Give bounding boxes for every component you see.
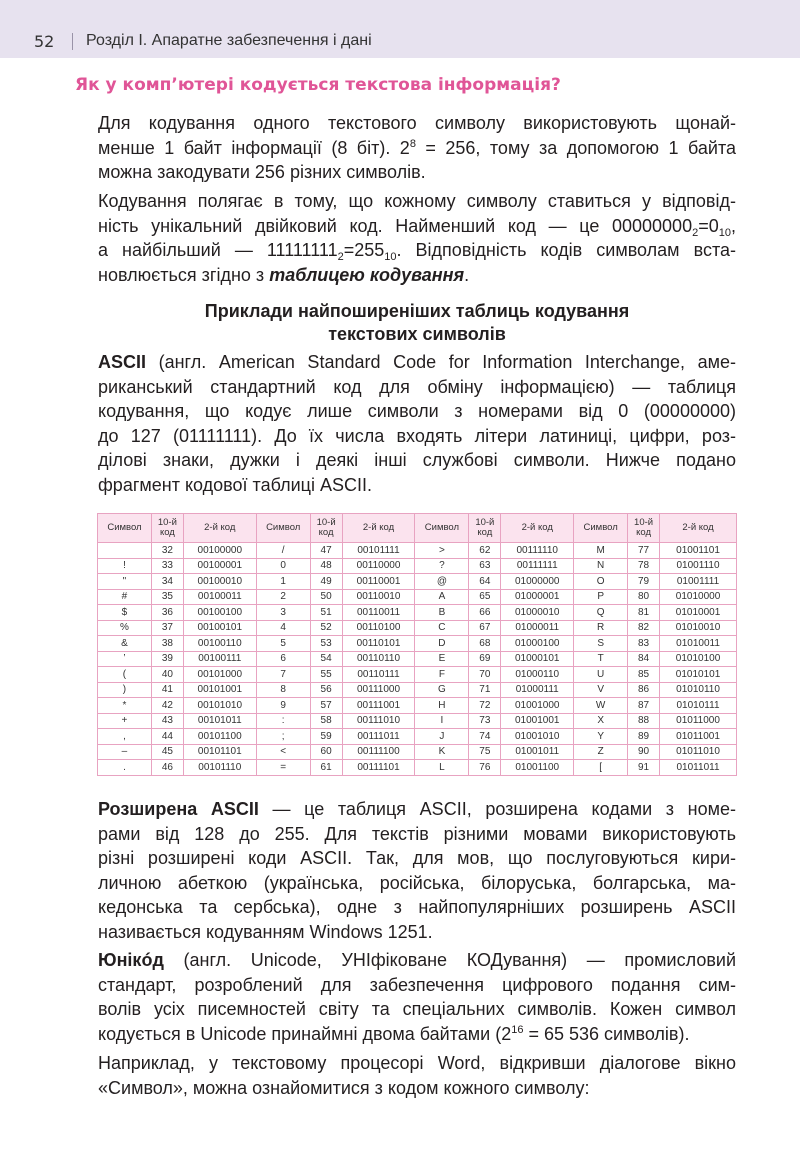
table-cell: 73 [469, 713, 501, 729]
table-cell: 86 [628, 682, 660, 698]
table-cell: 47 [310, 543, 342, 559]
page-header [0, 0, 800, 58]
table-cell: 00110111 [342, 667, 415, 683]
table-cell: 01010110 [660, 682, 737, 698]
table-row [98, 589, 737, 605]
table-cell: # [98, 589, 152, 605]
table-cell: & [98, 636, 152, 652]
table-cell: Y [574, 729, 628, 745]
table-row [98, 620, 737, 636]
table-cell: 53 [310, 636, 342, 652]
table-cell: 00100000 [183, 543, 256, 559]
ascii-code-table [97, 513, 737, 776]
table-cell: 01010100 [660, 651, 737, 667]
paragraph-ascii [98, 350, 736, 497]
table-cell: 00110101 [342, 636, 415, 652]
table-cell: 01011001 [660, 729, 737, 745]
table-cell: 01001000 [501, 698, 574, 714]
table-cell: ; [256, 729, 310, 745]
table-cell: @ [415, 574, 469, 590]
table-cell: V [574, 682, 628, 698]
column-header: 10-й код [151, 514, 183, 543]
text-line: називається кодуванням Windows 1251. [98, 921, 433, 942]
table-cell: + [98, 713, 152, 729]
table-cell: 01001111 [660, 574, 737, 590]
table-row [98, 636, 737, 652]
table-cell: 01010000 [660, 589, 737, 605]
table-cell: 43 [151, 713, 183, 729]
table-cell: I [415, 713, 469, 729]
table-cell: W [574, 698, 628, 714]
text-line: різні розширені коди ASCII. Так, для мов, що послуговуються кири- [98, 848, 736, 868]
table-cell: 01010101 [660, 667, 737, 683]
column-header: Символ [256, 514, 310, 543]
table-cell: 45 [151, 744, 183, 760]
table-row [98, 713, 737, 729]
text-line: Розширена ASCII — це таблиця ASCII, розширена кодами з номе- [98, 799, 736, 819]
table-cell: 01000100 [501, 636, 574, 652]
text-line: можна закодувати 256 різних символів. [98, 162, 426, 182]
table-cell: 37 [151, 620, 183, 636]
table-cell: 57 [310, 698, 342, 714]
table-cell: 00101101 [183, 744, 256, 760]
table-cell: 78 [628, 558, 660, 574]
table-cell: 01000111 [501, 682, 574, 698]
table-cell: T [574, 651, 628, 667]
table-cell: 74 [469, 729, 501, 745]
table-cell: 70 [469, 667, 501, 683]
table-cell: 51 [310, 605, 342, 621]
table-cell: 00100111 [183, 651, 256, 667]
table-cell: ? [415, 558, 469, 574]
table-cell: N [574, 558, 628, 574]
table-cell: ( [98, 667, 152, 683]
table-cell: 33 [151, 558, 183, 574]
text-line: стандарт, розроблений для забезпечення цифрового подання сим- [98, 974, 736, 995]
paragraph-extended-ascii [98, 797, 736, 944]
table-cell: 00101111 [342, 543, 415, 559]
column-header: 2-й код [501, 514, 574, 543]
table-cell: 00100010 [183, 574, 256, 590]
text-line: личною абеткою (українська, російська, білоруська, болгарська, ма- [98, 872, 736, 893]
column-header: 10-й код [310, 514, 342, 543]
table-cell: ’ [98, 651, 152, 667]
table-cell: 48 [310, 558, 342, 574]
text-line: волів усіх писемностей світу та спеціальних символів. Кожен символ [98, 999, 736, 1019]
page-number: 52 [34, 32, 55, 51]
table-cell: 66 [469, 605, 501, 621]
table-cell: 9 [256, 698, 310, 714]
table-row [98, 574, 737, 590]
text-line: до 127 (01111111). До їх числа входять літери латиниці, цифри, роз- [98, 425, 736, 446]
table-cell: 2 [256, 589, 310, 605]
paragraph-word-example [98, 1051, 736, 1100]
text-line: кодується в Unicode принаймні двома байтами ($2^{16} = 65$ 536 символів). [98, 1023, 690, 1044]
table-cell: 40 [151, 667, 183, 683]
table-cell: Q [574, 605, 628, 621]
table-cell: B [415, 605, 469, 621]
table-cell: A [415, 589, 469, 605]
table-cell: 01001100 [501, 760, 574, 776]
table-cell: 01001001 [501, 713, 574, 729]
table-cell: C [415, 620, 469, 636]
table-cell: 55 [310, 667, 342, 683]
table-cell: X [574, 713, 628, 729]
term-encoding-table: таблицею кодування [269, 264, 465, 285]
table-cell: : [256, 713, 310, 729]
text-line: риканський стандартний код для обміну інформацією) — таблиця [98, 376, 736, 397]
table-cell: 6 [256, 651, 310, 667]
subheading: Приклади найпоширеніших таблиць кодування текстових символів [204, 301, 630, 344]
table-cell: 62 [469, 543, 501, 559]
text-line: Кодування полягає в тому, що кожному символу ставиться у відповід- [98, 191, 736, 211]
table-cell: 85 [628, 667, 660, 683]
table-cell: 00100101 [183, 620, 256, 636]
table-cell: 01011011 [660, 760, 737, 776]
table-cell: 42 [151, 698, 183, 714]
table-cell: 01001110 [660, 558, 737, 574]
paragraph-byte-encoding [98, 111, 736, 185]
table-cell: 56 [310, 682, 342, 698]
paragraph-unique-code [98, 189, 736, 287]
table-cell: 0 [256, 558, 310, 574]
table-row [98, 667, 737, 683]
table-cell: 34 [151, 574, 183, 590]
table-cell: S [574, 636, 628, 652]
table-cell: 36 [151, 605, 183, 621]
table-cell: 50 [310, 589, 342, 605]
text-line: фрагмент кодової таблиці ASCII. [98, 474, 372, 495]
table-cell: 67 [469, 620, 501, 636]
table-cell: * [98, 698, 152, 714]
table-cell: 82 [628, 620, 660, 636]
column-header: 10-й код [469, 514, 501, 543]
table-row [98, 605, 737, 621]
text-line: «Символ», можна ознайомитися з кодом кожного символу: [98, 1077, 590, 1098]
table-cell: D [415, 636, 469, 652]
table-row [98, 760, 737, 776]
table-header-row [98, 514, 737, 543]
table-cell: 01011010 [660, 744, 737, 760]
table-row [98, 543, 737, 559]
table-cell: 00111011 [342, 729, 415, 745]
table-cell: [ [574, 760, 628, 776]
text-line: Для кодування одного текстового символу використовують щонай- [98, 113, 736, 133]
text-line: кедонська та сербська), одне з найпопулярніших розширень ASCII [98, 897, 736, 917]
table-cell: 84 [628, 651, 660, 667]
table-cell: 69 [469, 651, 501, 667]
table-row [98, 698, 737, 714]
table-cell: / [256, 543, 310, 559]
table-cell: 7 [256, 667, 310, 683]
table-cell: 75 [469, 744, 501, 760]
table-cell: 54 [310, 651, 342, 667]
text-line: менше 1 байт інформації (8 біт). $2^8 = 256$, тому за допомогою 1 байта [98, 137, 737, 158]
table-cell: 00101011 [183, 713, 256, 729]
table-cell: 00101010 [183, 698, 256, 714]
table-cell: 01010111 [660, 698, 737, 714]
table-cell: 52 [310, 620, 342, 636]
text-line: кодування, що кодує лише символи з номерами від 0 (00000000) [98, 401, 736, 421]
table-cell: 00100001 [183, 558, 256, 574]
table-cell: 01010010 [660, 620, 737, 636]
table-cell: 00101100 [183, 729, 256, 745]
term-ascii: ASCII [98, 352, 147, 372]
text-line: Юнікóд (англ. Unicode, УНІфіковане КОДування) — промисловий [98, 950, 736, 970]
table-cell: J [415, 729, 469, 745]
table-cell: 00101110 [183, 760, 256, 776]
column-header: 10-й код [628, 514, 660, 543]
table-cell: 91 [628, 760, 660, 776]
table-cell: F [415, 667, 469, 683]
table-cell: $ [98, 605, 152, 621]
table-cell: 77 [628, 543, 660, 559]
table-cell: M [574, 543, 628, 559]
table-cell: 39 [151, 651, 183, 667]
table-cell: 83 [628, 636, 660, 652]
table-cell: 00110000 [342, 558, 415, 574]
table-cell: , [98, 729, 152, 745]
table-cell: 49 [310, 574, 342, 590]
table-cell: 00110110 [342, 651, 415, 667]
table-cell: 35 [151, 589, 183, 605]
column-header: Символ [98, 514, 152, 543]
section-question-title: Як у комп’ютері кодується текстова інформація? [75, 75, 561, 95]
column-header: Символ [415, 514, 469, 543]
table-cell: 72 [469, 698, 501, 714]
table-cell: 58 [310, 713, 342, 729]
paragraph-unicode [98, 948, 736, 1046]
table-row [98, 651, 737, 667]
table-cell: P [574, 589, 628, 605]
table-cell: 00111001 [342, 698, 415, 714]
table-cell: " [98, 574, 152, 590]
table-cell: 01000001 [501, 589, 574, 605]
text-line: ділові знаки, дужки і деякі інші службові символи. Нижче подано [98, 450, 736, 470]
table-cell: 00101000 [183, 667, 256, 683]
table-cell: 32 [151, 543, 183, 559]
table-cell: 4 [256, 620, 310, 636]
table-cell: 79 [628, 574, 660, 590]
table-cell: 46 [151, 760, 183, 776]
table-row [98, 744, 737, 760]
table-cell: 90 [628, 744, 660, 760]
table-cell: 89 [628, 729, 660, 745]
table-cell: < [256, 744, 310, 760]
table-cell: 01010011 [660, 636, 737, 652]
table-cell: % [98, 620, 152, 636]
table-cell: 01000000 [501, 574, 574, 590]
table-cell: = [256, 760, 310, 776]
header-divider [72, 33, 73, 50]
table-cell: 63 [469, 558, 501, 574]
table-cell: 8 [256, 682, 310, 698]
table-cell: ) [98, 682, 152, 698]
table-cell [98, 543, 152, 559]
table-cell: 68 [469, 636, 501, 652]
column-header: 2-й код [660, 514, 737, 543]
table-cell: 38 [151, 636, 183, 652]
term-extended-ascii: Розширена ASCII [98, 799, 259, 819]
table-cell: O [574, 574, 628, 590]
table-cell: – [98, 744, 152, 760]
table-cell: 00111110 [501, 543, 574, 559]
table-cell: 87 [628, 698, 660, 714]
text-line: а найбільший — $11111111_2=255_{10}$. Відповідність кодів символам вста- [98, 240, 736, 263]
table-cell: 01001011 [501, 744, 574, 760]
table-cell: 41 [151, 682, 183, 698]
table-row [98, 558, 737, 574]
table-cell: 00111000 [342, 682, 415, 698]
column-header: 2-й код [183, 514, 256, 543]
column-header: 2-й код [342, 514, 415, 543]
table-cell: K [415, 744, 469, 760]
table-cell: Z [574, 744, 628, 760]
table-cell: 00100100 [183, 605, 256, 621]
table-cell: 00110011 [342, 605, 415, 621]
table-cell: > [415, 543, 469, 559]
table-cell: E [415, 651, 469, 667]
table-cell: 5 [256, 636, 310, 652]
table-cell: G [415, 682, 469, 698]
table-cell: 00100110 [183, 636, 256, 652]
table-cell: 01000011 [501, 620, 574, 636]
text-line: новлюється згідно з таблицею кодування. [98, 264, 470, 285]
term-unicode: Юнікóд [98, 950, 164, 970]
text-line: ність унікальний двійковий код. Найменший код — це $00000000_2=0_{10}$, [98, 215, 736, 239]
table-row [98, 729, 737, 745]
table-cell: . [98, 760, 152, 776]
table-cell: 65 [469, 589, 501, 605]
table-body [98, 543, 737, 776]
table-cell: ! [98, 558, 152, 574]
table-cell: 71 [469, 682, 501, 698]
table-cell: 3 [256, 605, 310, 621]
table-cell: 01000010 [501, 605, 574, 621]
chapter-title: Розділ І. Апаратне забезпечення і дані [86, 32, 372, 49]
table-cell: 01011000 [660, 713, 737, 729]
table-cell: 44 [151, 729, 183, 745]
table-cell: 00111101 [342, 760, 415, 776]
table-cell: 00111100 [342, 744, 415, 760]
table-row [98, 682, 737, 698]
table-cell: 80 [628, 589, 660, 605]
table-cell: 59 [310, 729, 342, 745]
text-line: ASCII (англ. American Standard Code for Information Interchange, аме- [98, 352, 736, 372]
table-cell: 00110010 [342, 589, 415, 605]
table-cell: 00110100 [342, 620, 415, 636]
table-cell: 00110001 [342, 574, 415, 590]
table-cell: 00111010 [342, 713, 415, 729]
table-cell: 00111111 [501, 558, 574, 574]
table-cell: 1 [256, 574, 310, 590]
table-cell: R [574, 620, 628, 636]
table-cell: U [574, 667, 628, 683]
text-line: Наприклад, у текстовому процесорі Word, відкривши діалогове вікно [98, 1053, 736, 1073]
table-cell: 01010001 [660, 605, 737, 621]
table-cell: 81 [628, 605, 660, 621]
table-cell: L [415, 760, 469, 776]
table-cell: H [415, 698, 469, 714]
table-cell: 01001101 [660, 543, 737, 559]
table-cell: 76 [469, 760, 501, 776]
text-line: рами від 128 до 255. Для текстів різними мовами використовують [98, 823, 736, 844]
column-header: Символ [574, 514, 628, 543]
table-cell: 60 [310, 744, 342, 760]
table-cell: 01001010 [501, 729, 574, 745]
table-cell: 64 [469, 574, 501, 590]
table-cell: 01000101 [501, 651, 574, 667]
table-cell: 00101001 [183, 682, 256, 698]
table-cell: 01000110 [501, 667, 574, 683]
table-cell: 00100011 [183, 589, 256, 605]
table-cell: 61 [310, 760, 342, 776]
table-cell: 88 [628, 713, 660, 729]
